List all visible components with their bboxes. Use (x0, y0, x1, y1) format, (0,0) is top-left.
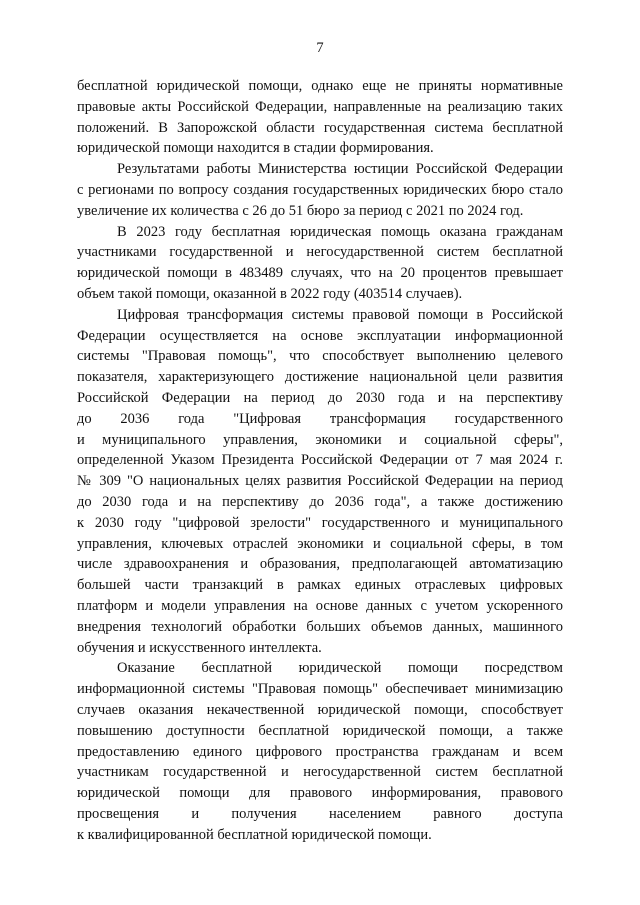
paragraph (77, 658, 563, 845)
paragraph-line: юридической помощи находится в стадии формирования. (77, 140, 434, 157)
paragraph-line: повышению доступности бесплатной юридической помощи, а также (77, 722, 563, 739)
paragraph-line: до 2030 года и на перспективу до 2036 года", а также достижению (77, 493, 563, 510)
paragraph-line: предоставлению единого цифрового пространства гражданам и всем (77, 743, 563, 760)
paragraph-line: Российской Федерации на период до 2030 года и на перспективу (77, 389, 563, 406)
paragraph-line: положений. В Запорожской области государственная система бесплатной (77, 119, 563, 136)
paragraph-line: обучения и искусственного интеллекта. (77, 639, 322, 656)
paragraph-line: просвещения и получения населением равного доступа (77, 805, 563, 822)
paragraph (77, 76, 563, 159)
paragraph-line: системы "Правовая помощь", что способствует выполнению целевого (77, 348, 563, 365)
paragraph-line: внедрения технологий обработки больших объемов данных, машинного (77, 618, 563, 635)
paragraph-line: Цифровая трансформация системы правовой помощи в Российской (117, 306, 563, 323)
paragraph (77, 222, 563, 305)
paragraph-line: управления, ключевых отраслей экономики и социальной сферы, в том (77, 535, 563, 552)
page-number: 7 (316, 40, 324, 56)
paragraph-line: платформ и модели управления на основе данных с учетом ускоренного (77, 597, 563, 614)
paragraph-line: участниками государственной и негосударственной систем бесплатной (77, 244, 563, 261)
paragraph-line: с регионами по вопросу создания государственных юридических бюро стало (77, 181, 563, 198)
paragraph-line: юридической помощи для правового информирования, правового (77, 785, 563, 802)
paragraph-line: бесплатной юридической помощи, однако еще не приняты нормативные (77, 78, 563, 94)
paragraph-line: юридической помощи в 483489 случаях, что на 20 процентов превышает (77, 265, 563, 282)
paragraph-line: В 2023 году бесплатная юридическая помощь оказана гражданам (117, 223, 563, 240)
paragraph-line: большей части транзакций в рамках единых отраслевых цифровых (77, 577, 563, 594)
document-body (77, 76, 563, 845)
paragraph-line: до 2036 года "Цифровая трансформация государственного (77, 410, 563, 427)
paragraph-line: к 2030 году "цифровой зрелости" государственного и муниципального (77, 514, 563, 531)
paragraph-line: Федерации осуществляется на основе эксплуатации информационной (77, 327, 563, 344)
paragraph-line: и муниципального управления, экономики и социальной сферы", (77, 431, 563, 448)
paragraph-line: числе здравоохранения и образования, предполагающей автоматизацию (77, 556, 563, 573)
paragraph-line: Результатами работы Министерства юстиции Российской Федерации (117, 161, 563, 178)
paragraph-line: Оказание бесплатной юридической помощи посредством (117, 660, 563, 677)
paragraph-line: увеличение их количества с 26 до 51 бюро за период с 2021 по 2024 год. (77, 202, 524, 219)
paragraph-line: правовые акты Российской Федерации, направленные на реализацию таких (77, 98, 563, 115)
paragraph-line: случаев оказания некачественной юридической помощи, способствует (77, 701, 563, 718)
paragraph-line: показателя, характеризующего достижение национальной цели развития (77, 369, 563, 386)
paragraph-line: информационной системы "Правовая помощь" обеспечивает минимизацию (77, 681, 563, 698)
paragraph-line: объем такой помощи, оказанной в 2022 году (403514 случаев). (77, 285, 463, 302)
paragraph-line: определенной Указом Президента Российской Федерации от 7 мая 2024 г. (77, 452, 563, 469)
paragraph (77, 305, 563, 659)
paragraph-line: участникам государственной и негосударственной систем бесплатной (77, 764, 563, 781)
paragraph-line: № 309 "О национальных целях развития Российской Федерации на период (77, 473, 563, 490)
paragraph-line: к квалифицированной бесплатной юридической помощи. (77, 826, 432, 843)
paragraph (77, 159, 563, 221)
